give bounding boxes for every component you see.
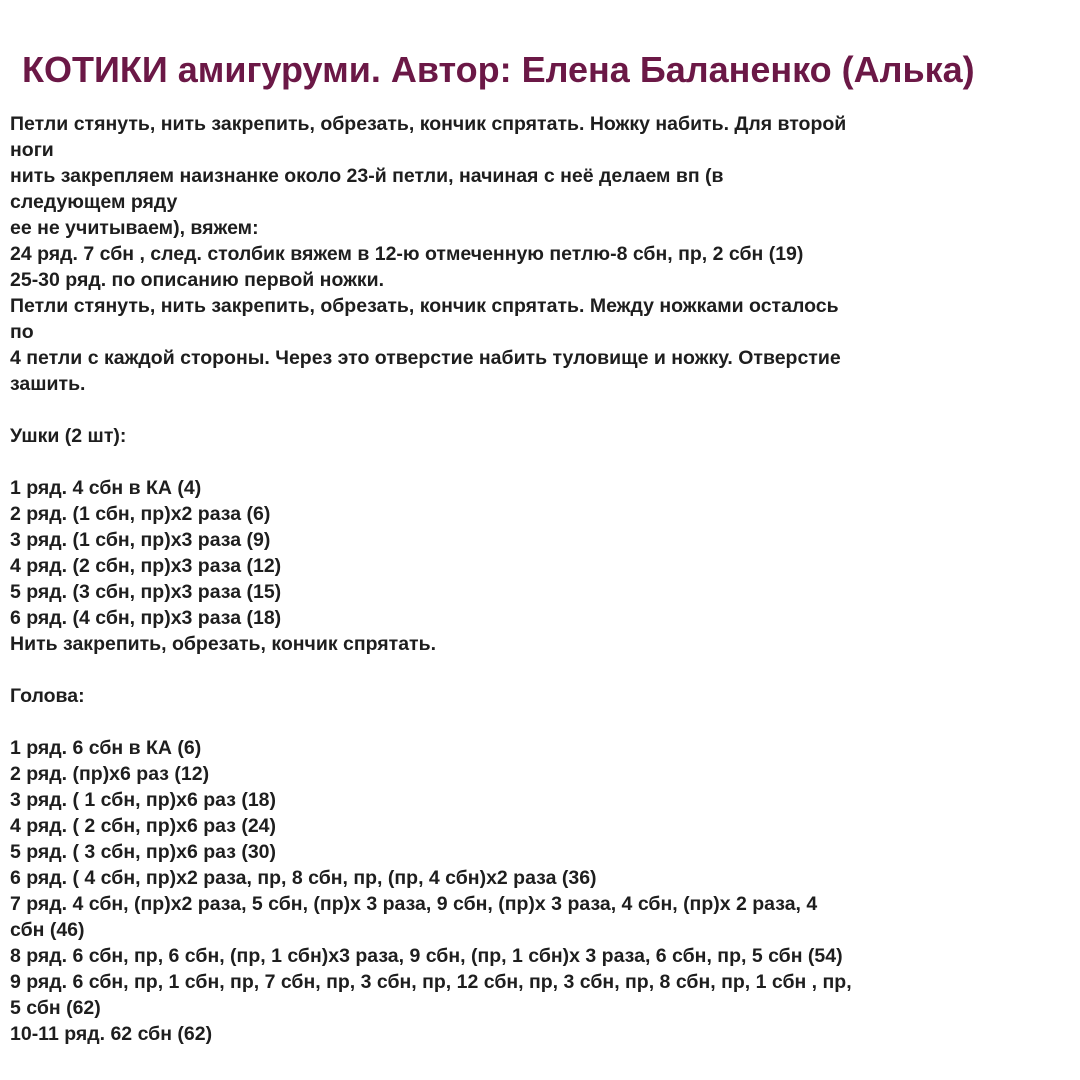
text-line: Петли стянуть, нить закрепить, обрезать, кончик спрятать. Ножку набить. Для второй [10, 113, 847, 135]
pattern-row: 6 ряд. ( 4 сбн, пр)х2 раза, пр, 8 сбн, пр, (пр, 4 сбн)х2 раза (36) [10, 867, 597, 889]
spacer [10, 709, 1074, 735]
pattern-row: 6 ряд. (4 сбн, пр)х3 раза (18) [10, 607, 282, 629]
pattern-row: 5 сбн (62) [10, 997, 101, 1019]
text-line: нить закрепляем наизнанке около 23-й петли, начиная с неё делаем вп (в [10, 165, 724, 187]
text-line: Петли стянуть, нить закрепить, обрезать, кончик спрятать. Между ножками осталось [10, 295, 839, 317]
text-line: 24 ряд. 7 сбн , след. столбик вяжем в 12-ю отмеченную петлю-8 сбн, пр, 2 сбн (19) [10, 243, 804, 265]
pattern-row: 8 ряд. 6 сбн, пр, 6 сбн, (пр, 1 сбн)х3 раза, 9 сбн, (пр, 1 сбн)х 3 раза, 6 сбн, пр, 5 сбн (54) [10, 945, 843, 967]
pattern-row: 2 ряд. (пр)х6 раз (12) [10, 763, 210, 785]
text-line: 4 петли с каждой стороны. Через это отверстие набить туловище и ножку. Отверстие [10, 347, 841, 369]
pattern-row: сбн (46) [10, 919, 85, 941]
text-line: ноги [10, 139, 54, 161]
page-title: КОТИКИ амигуруми. Автор: Елена Баланенко (Алька) [22, 49, 975, 90]
section-heading-head: Голова: [10, 685, 85, 707]
spacer [10, 449, 1074, 475]
pattern-row: 3 ряд. (1 сбн, пр)х3 раза (9) [10, 529, 271, 551]
spacer [10, 657, 1074, 683]
ears-section [10, 423, 1074, 657]
pattern-row: 10-11 ряд. 62 сбн (62) [10, 1023, 213, 1045]
pattern-row: 4 ряд. ( 2 сбн, пр)х6 раз (24) [10, 815, 277, 837]
pattern-row: 3 ряд. ( 1 сбн, пр)х6 раз (18) [10, 789, 277, 811]
pattern-row: 5 ряд. ( 3 сбн, пр)х6 раз (30) [10, 841, 277, 863]
head-section [10, 683, 1074, 1047]
text-line: ее не учитываем), вяжем: [10, 217, 259, 239]
spacer [10, 397, 1074, 423]
pattern-text [10, 111, 1074, 1047]
text-line: по [10, 321, 34, 343]
pattern-row: 1 ряд. 4 сбн в КА (4) [10, 477, 202, 499]
pattern-row: 1 ряд. 6 сбн в КА (6) [10, 737, 202, 759]
pattern-row: 7 ряд. 4 сбн, (пр)х2 раза, 5 сбн, (пр)х 3 раза, 9 сбн, (пр)х 3 раза, 4 сбн, (пр)х 2 раза, 4 [10, 893, 818, 915]
legs-section [10, 111, 1074, 397]
section-heading-ears: Ушки (2 шт): [10, 425, 127, 447]
text-line: зашить. [10, 373, 86, 395]
pattern-row: 9 ряд. 6 сбн, пр, 1 сбн, пр, 7 сбн, пр, 3 сбн, пр, 12 сбн, пр, 3 сбн, пр, 8 сбн, пр, 1 сбн , пр, [10, 971, 852, 993]
text-line: 25-30 ряд. по описанию первой ножки. [10, 269, 385, 291]
pattern-row: 4 ряд. (2 сбн, пр)х3 раза (12) [10, 555, 282, 577]
pattern-row: Нить закрепить, обрезать, кончик спрятать. [10, 633, 437, 655]
pattern-row: 2 ряд. (1 сбн, пр)х2 раза (6) [10, 503, 271, 525]
pattern-row: 5 ряд. (3 сбн, пр)х3 раза (15) [10, 581, 282, 603]
text-line: следующем ряду [10, 191, 178, 213]
